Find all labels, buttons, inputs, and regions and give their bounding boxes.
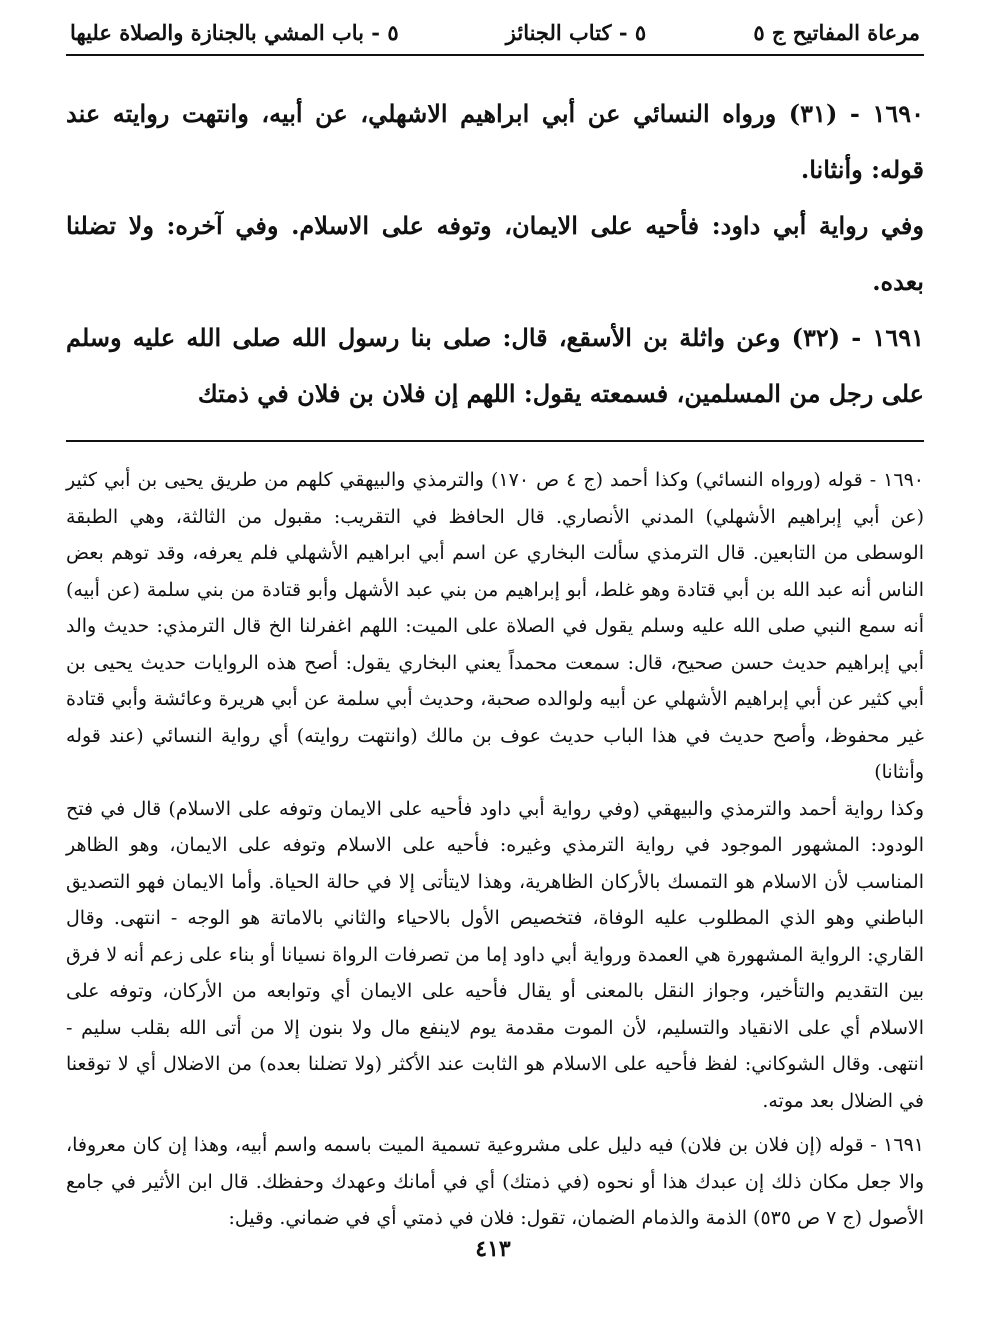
hadith-1690: ١٦٩٠ - (٣١) ورواه النسائي عن أبي ابراهيم الاشهلي، عن أبيه، وانتهت روايته عند قوله: وأنثانا. xyxy=(66,99,924,184)
running-header xyxy=(66,10,924,56)
commentary-1690: ١٦٩٠ - قوله (ورواه النسائي) وكذا أحمد (ج ٤ ص ١٧٠) والترمذي والبيهقي كلهم من طريق يحيى بن أبي كثير (عن أبي إبراهيم الأشهلي) المدني الأنصاري. قال الحافظ في التقريب: مقبول من الثالثة، وهي الطبقة الوسطى من التابعين. قال الترمذي سألت البخاري عن اسم أبي ابراهيم الأشهلي فلم يعرفه، وقد توهم بعض الناس أنه عبد الله بن أبي قتادة وهو غلط، أبو إبراهيم من بني عبد الأشهل وأبو قتادة من بني سلمة (عن أبيه) أنه سمع النبي صلى الله عليه وسلم يقول في الصلاة على الميت: اللهم اغفرلنا الخ قال الترمذي: حديث والد أبي إبراهيم حديث حسن صحيح، قال: سمعت محمداً يعني البخاري يقول: أصح هذه الروايات حديث يحيى بن أبي كثير عن أبي إبراهيم الأشهلي عن أبيه ولوالده صحبة، وحديث أبي سلمة عن أبي هريرة وعائشة وأبي قتادة غير محفوظ، وأصح حديث في هذا الباب حديث عوف بن مالك (وانتهت روايته) أي رواية النسائي (عند قوله وأنثانا) xyxy=(66,469,925,783)
bab-title: ٥ - باب المشي بالجنازة والصلاة عليها xyxy=(70,19,399,45)
book-title: مرعاة المفاتيح ج ٥ xyxy=(753,19,920,45)
hadith-1690-abu-dawud: وفي رواية أبي داود: فأحيه على الايمان، وتوفه على الاسلام. وفي آخره: ولا تضلنا بعده. xyxy=(66,211,924,296)
hadith-text xyxy=(66,86,924,422)
divider xyxy=(66,440,924,442)
hadith-1691: ١٦٩١ - (٣٢) وعن واثلة بن الأسقع، قال: صلى بنا رسول الله صلى الله عليه وسلم على رجل من المسلمين، فسمعته يقول: اللهم إن فلان بن فلان في ذمتك xyxy=(66,323,924,408)
commentary xyxy=(66,462,924,1237)
commentary-1691: ١٦٩١ - قوله (إن فلان بن فلان) فيه دليل على مشروعية تسمية الميت باسمه واسم أبيه، وهذا إن كان معروفا، والا جعل مكان ذلك إن عبدك هذا أو نحوه (في ذمتك) أي في أمانك وعهدك وحفظك. قال ابن الأثير في جامع الأصول (ج ٧ ص ٥٣٥) الذمة والذمام الضمان، تقول: فلان في ذمتي أي في ضماني. وقيل: xyxy=(66,1134,924,1229)
page-number: ٤١٣ xyxy=(475,1236,511,1262)
commentary-1690-continued: وكذا رواية أحمد والترمذي والبيهقي (وفي رواية أبي داود فأحيه على الايمان وتوفه على الاسلام) قال في فتح الودود: المشهور الموجود في رواية الترمذي وغيره: فأحيه على الاسلام وتوفه على الايمان، وهو الظاهر المناسب لأن الاسلام هو التمسك بالأركان الظاهرية، وهذا لايتأتى إلا في حالة الحياة. وأما الايمان فهو التصديق الباطني وهو الذي المطلوب عليه الوفاة، فتخصيص الأول بالاحياء والثاني بالاماتة هو الوجه - انتهى. وقال القاري: الرواية المشهورة هي العمدة ورواية أبي داود إما من تصرفات الرواة نسيانا أو بناء على زعم أنه لا فرق بين التقديم والتأخير، وجواز النقل بالمعنى أو يقال فأحيه على الايمان أي وتوابعه من الأركان، وتوفه على الاسلام أي على الانقياد والتسليم، لأن الموت مقدمة يوم لاينفع مال ولا بنون إلا من أتى الله بقلب سليم - انتهى. وقال الشوكاني: لفظ فأحيه على الاسلام هو الثابت عند الأكثر (ولا تضلنا بعده) من الاضلال أي لا توقعنا في الضلال بعد موته. xyxy=(66,797,924,1112)
kitab-title: ٥ - كتاب الجنائز xyxy=(505,19,647,45)
